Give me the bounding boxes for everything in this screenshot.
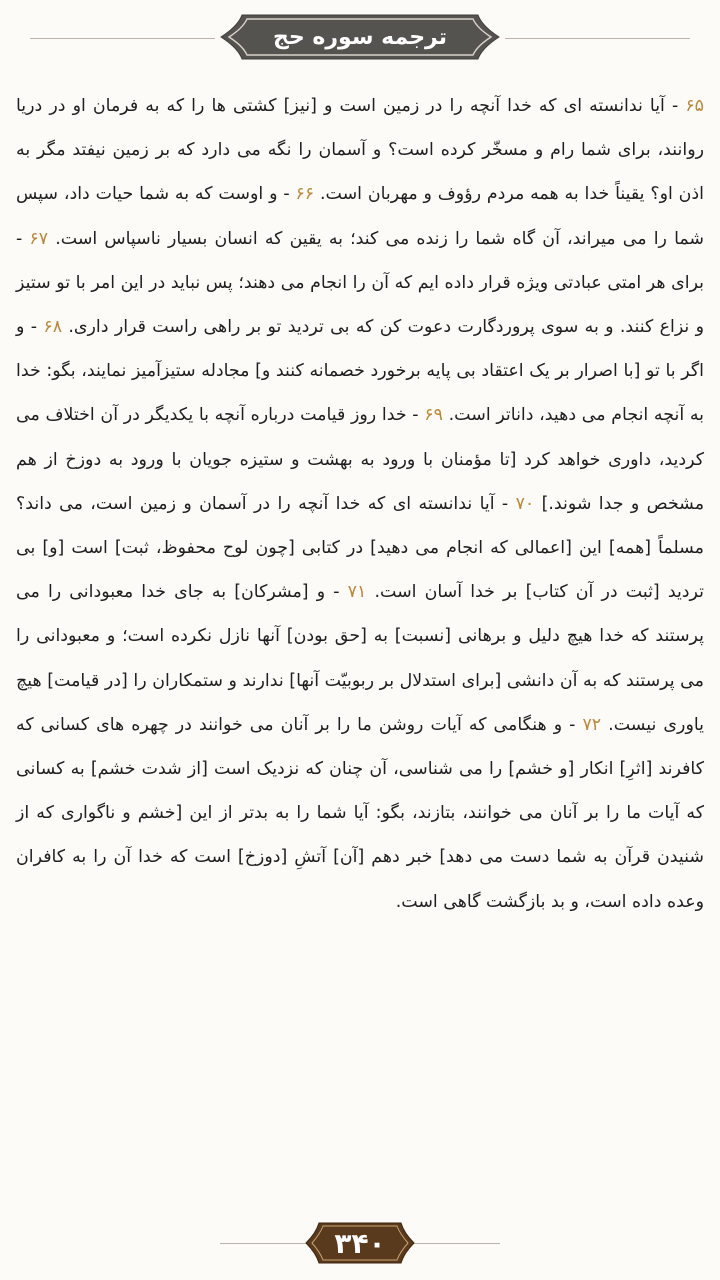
footer-divider-left — [220, 1243, 308, 1244]
verse-number: ۶۷ — [29, 228, 49, 249]
surah-title: ترجمه سوره حج — [273, 24, 448, 50]
verse-number: ۶۹ — [424, 405, 443, 426]
page-footer — [0, 1216, 720, 1272]
verse-text: - آیا ندانسته ای که خدا آنچه را در آسمان و زمین است، می داند؟ مسلماً [همه] این [اعمالی که انجام می دهید] در کتابی [چون لوح محفوظ، ثبت] است [و] بی تردید [ثبت در آن کتاب] بر خدا آسان است. — [16, 493, 704, 603]
verse-number: ۶۶ — [295, 184, 315, 205]
verse-text: - و [مشرکان] به جای خدا معبودانی را می پرستند که خدا هیچ دلیل و برهانی [نسبت] به [حق بودن] آنها نازل نکرده است؛ و معبودانی را می پرستند که به آن دانشی [برای استدلال بر ربوبیّت آنها] ندارند و ستمکاران را [در قیامت] هیچ یاوری نیست. — [16, 582, 704, 735]
verse-text: - و اگر با تو [با اصرار بر یک اعتقاد بی پایه برخورد خصمانه کنند و] مجادله ستیزآمیز نمایند، بگو: خدا به آنچه انجام می دهید، داناتر است. — [16, 317, 704, 426]
header-divider-right — [505, 38, 690, 39]
verse-text: - برای هر امتی عبادتی ویژه قرار داده ایم که آن را انجام می دهند؛ پس نباید در این امر با تو ستیز و نزاع کنند. و به سوی پروردگارت دعوت کن که بی تردید تو بر راهی راست قرار داری. — [16, 228, 704, 338]
page-header — [0, 0, 720, 80]
verse-number: ۷۱ — [347, 582, 367, 603]
surah-title-banner — [220, 14, 500, 60]
verse-text: - و اوست که به شما حیات داد، سپس شما را می میراند، آن گاه شما را زنده می کند؛ به یقین که انسان بسیار ناسپاس است. — [16, 184, 704, 249]
header-divider-left — [30, 38, 215, 39]
verse-text: - خدا روز قیامت درباره آنچه با یکدیگر در آن اختلاف می کردید، داوری خواهد کرد [تا مؤمنان با ورود به بهشت و ستیزه جویان با ورود به دوزخ از هم مشخص و جدا شوند.] — [16, 405, 705, 514]
verse-number: ۶۸ — [43, 317, 63, 338]
verse-text: - و هنگامی که آیات روشن ما را بر آنان می خوانند در چهره های کسانی که کافرند [اثرِ] انکار [و خشم] را می شناسی، آن چنان که نزدیک است [از شدت خشم] به کسانی که آیات ما را بر آنان می خوانند، بتازند، بگو: آیا شما را به بدتر از این [خشم و ناگواری که از شنیدن قرآن به شما دست می دهد] خبر دهم [آن] آتشِ [دوزخ] است که خدا آن را به کافران وعده داده است، و بد بازگشت گاهی است. — [16, 714, 704, 912]
verse-number: ۶۵ — [685, 96, 704, 116]
verse-number: ۷۰ — [515, 493, 535, 514]
page-number-badge — [305, 1222, 415, 1264]
page-number: ۳۴۰ — [334, 1226, 386, 1260]
footer-divider-right — [412, 1243, 500, 1244]
verse-number: ۷۲ — [582, 714, 602, 735]
translation-text — [16, 84, 704, 924]
verse-text: - آیا ندانسته ای که خدا آنچه را در زمین است و [نیز] کشتی ها را که به فرمان او در دریا روانند، برای شما رام و مسخّر کرده است؟ و آسمان را نگه می دارد که بر زمین نیفتد مگر به اذن او؟ یقیناً خدا به همه مردم رؤوف و مهربان است. — [16, 96, 704, 205]
